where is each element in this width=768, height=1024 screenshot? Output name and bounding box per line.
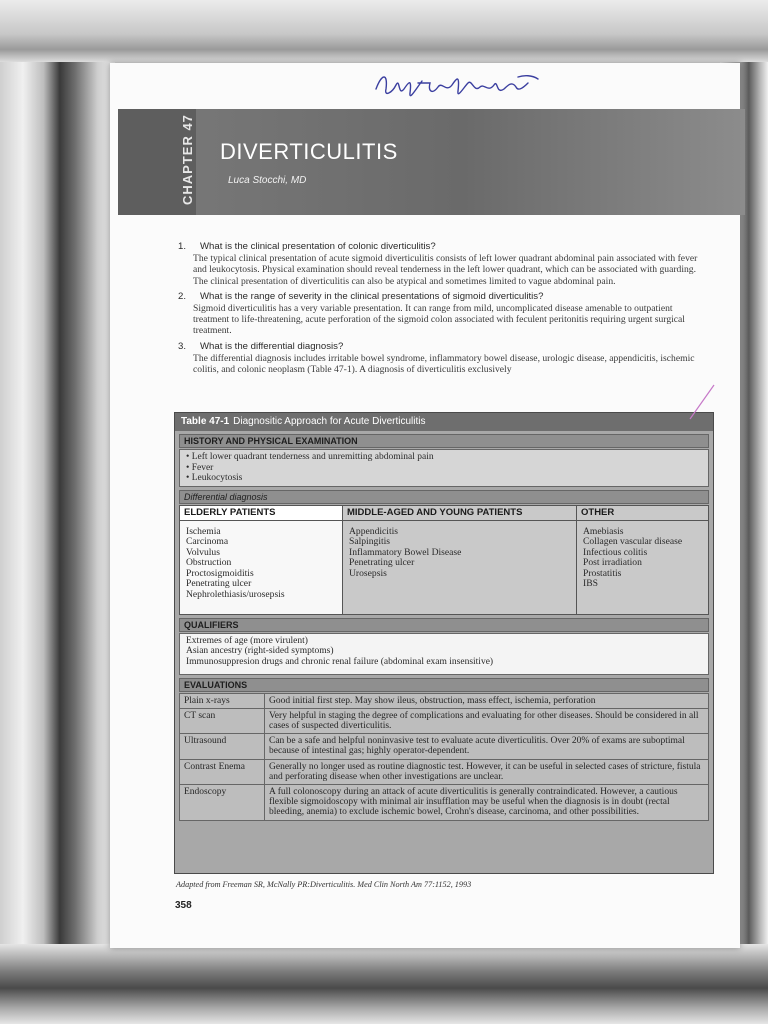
table-caption: Table 47-1 Diagnositic Approach for Acute Diverticulitis [175, 413, 713, 431]
elderly-column: ELDERLY PATIENTS Ischemia Carcinoma Volvulus Obstruction Proctosigmoiditis Penetrating ulcer Nephrolethiasis/urosepsis [180, 506, 343, 614]
list-item: Penetrating ulcer [186, 578, 252, 590]
answer: The differential diagnosis includes irritable bowel syndrome, inflammatory bowel disease, urologic disease, appendicitis, ischemic colitis, and colonic neoplasm (Table 47-1). A diagnosis of diverticulitis exclusively [193, 352, 695, 376]
question: 1. What is the clinical presentation of colonic diverticulitis? [178, 241, 436, 252]
list-item: Volvulus [186, 546, 220, 558]
table-row: Plain x-rays Good initial first step. May show ileus, obstruction, mass effect, ischemia, perforation [180, 693, 709, 708]
list-item: • Fever [186, 463, 702, 474]
page-number: 358 [175, 900, 192, 911]
qa-item [170, 241, 710, 287]
chapter-number: CHAPTER 47 [180, 114, 195, 205]
differential-grid [179, 505, 709, 615]
list-item: Prostatitis [583, 567, 622, 579]
list-item: Infectious colitis [583, 546, 648, 558]
middle-aged-column: MIDDLE-AGED AND YOUNG PATIENTS Appendicitis Salpingitis Inflammatory Bowel Disease Penetrating ulcer Urosepsis [343, 506, 577, 614]
list-item: Post irradiation [583, 557, 642, 569]
qa-item [170, 291, 710, 337]
qualifier: Asian ancestry (right-sided symptoms) [186, 646, 334, 656]
question: 2. What is the range of severity in the clinical presentations of sigmoid diverticulitis? [178, 290, 544, 302]
evaluations-header: EVALUATIONS [179, 678, 709, 692]
list-item: • Leukocytosis [186, 473, 702, 484]
list-item: Inflammatory Bowel Disease [349, 546, 462, 558]
list-item: Proctosigmoiditis [186, 567, 254, 579]
chapter-author: Luca Stocchi, MD [228, 175, 307, 186]
list-item: Collagen vascular disease [583, 536, 683, 548]
scan-shadow-top [0, 0, 768, 62]
table-footnote: Adapted from Freeman SR, McNally PR:Diverticulitis. Med Clin North Am 77:1152, 1993 [176, 880, 472, 889]
history-header: HISTORY AND PHYSICAL EXAMINATION [179, 434, 709, 448]
diagnostic-table [174, 412, 714, 874]
chapter-header-band [118, 109, 745, 215]
list-item: • Left lower quadrant tenderness and unremitting abdominal pain [186, 452, 702, 463]
table-row: CT scan Very helpful in staging the degree of complications and evaluating for other diseases. Should be considered in all cases of suspected diverticulitis. [180, 708, 709, 733]
other-column: OTHER Amebiasis Collagen vascular disease Infectious colitis Post irradiation Prostatitis IBS [577, 506, 708, 614]
document-page [110, 63, 740, 948]
question: 3. What is the differential diagnosis? [178, 340, 344, 352]
scan-shadow-left [0, 0, 115, 1024]
scan-shadow-bottom [0, 944, 768, 1024]
chapter-title: DIVERTICULITIS [220, 139, 398, 164]
qualifier: Immunosuppresion drugs and chronic renal failure (abdominal exam insensitive) [186, 656, 494, 667]
question-list [170, 241, 710, 379]
list-item: Nephrolethiasis/urosepsis [186, 589, 285, 601]
qualifier: Extremes of age (more virulent) [186, 635, 308, 646]
list-item: Appendicitis [349, 525, 399, 537]
list-item: Urosepsis [349, 567, 387, 579]
list-item: Amebiasis [583, 525, 624, 537]
list-item: IBS [583, 578, 598, 590]
history-box [179, 449, 709, 487]
handwritten-signature [368, 63, 548, 109]
list-item: Ischemia [186, 525, 221, 537]
list-item: Penetrating ulcer [349, 557, 415, 569]
list-item: Salpingitis [349, 536, 391, 548]
pen-highlight-mark [688, 381, 718, 421]
qualifiers-box [179, 633, 709, 675]
table-row: Ultrasound Can be a safe and helpful noninvasive test to evaluate acute diverticulitis. Over 20% of exams are suboptimal because of intestinal gas; highly operator-dependent. [180, 734, 709, 759]
differential-header: Differential diagnosis [179, 490, 709, 504]
table-row: Endoscopy A full colonoscopy during an attack of acute diverticulitis is generally contraindicated. However, a cautious flexible sigmoidoscopy with minimal air insufflation may be useful when the diagnosis is in doubt (rectal bleeding, anemia) to exclude ischemic bowel, Crohn's disease, carcinoma, and other possibilities. [180, 784, 709, 820]
qualifiers-header: QUALIFIERS [179, 618, 709, 632]
table-row: Contrast Enema Generally no longer used as routine diagnostic test. However, it can be useful in selected cases of stricture, fistula and perforating disease when other investigations are unclear. [180, 759, 709, 784]
list-item: Carcinoma [186, 536, 229, 548]
qa-item [170, 341, 710, 376]
list-item: Obstruction [186, 557, 232, 569]
answer: The typical clinical presentation of acute sigmoid diverticulitis consists of left lower quadrant abdominal pain associated with fever and leukocytosis. Physical examination should reveal tenderness in the left lower quadrant, which can be associated with guarding. The clinical presentation of diverticulitis can also be atypical and sometimes limited to vague abdominal pain. [193, 253, 698, 287]
answer: Sigmoid diverticulitis has a very variable presentation. It can range from mild, uncomplicated disease amenable to outpatient treatment to life-threatening, acute perforation of the sigmoid colon associated with feculent peritonitis requiring urgent surgical treatment. [193, 302, 685, 337]
evaluations-table [179, 693, 709, 821]
